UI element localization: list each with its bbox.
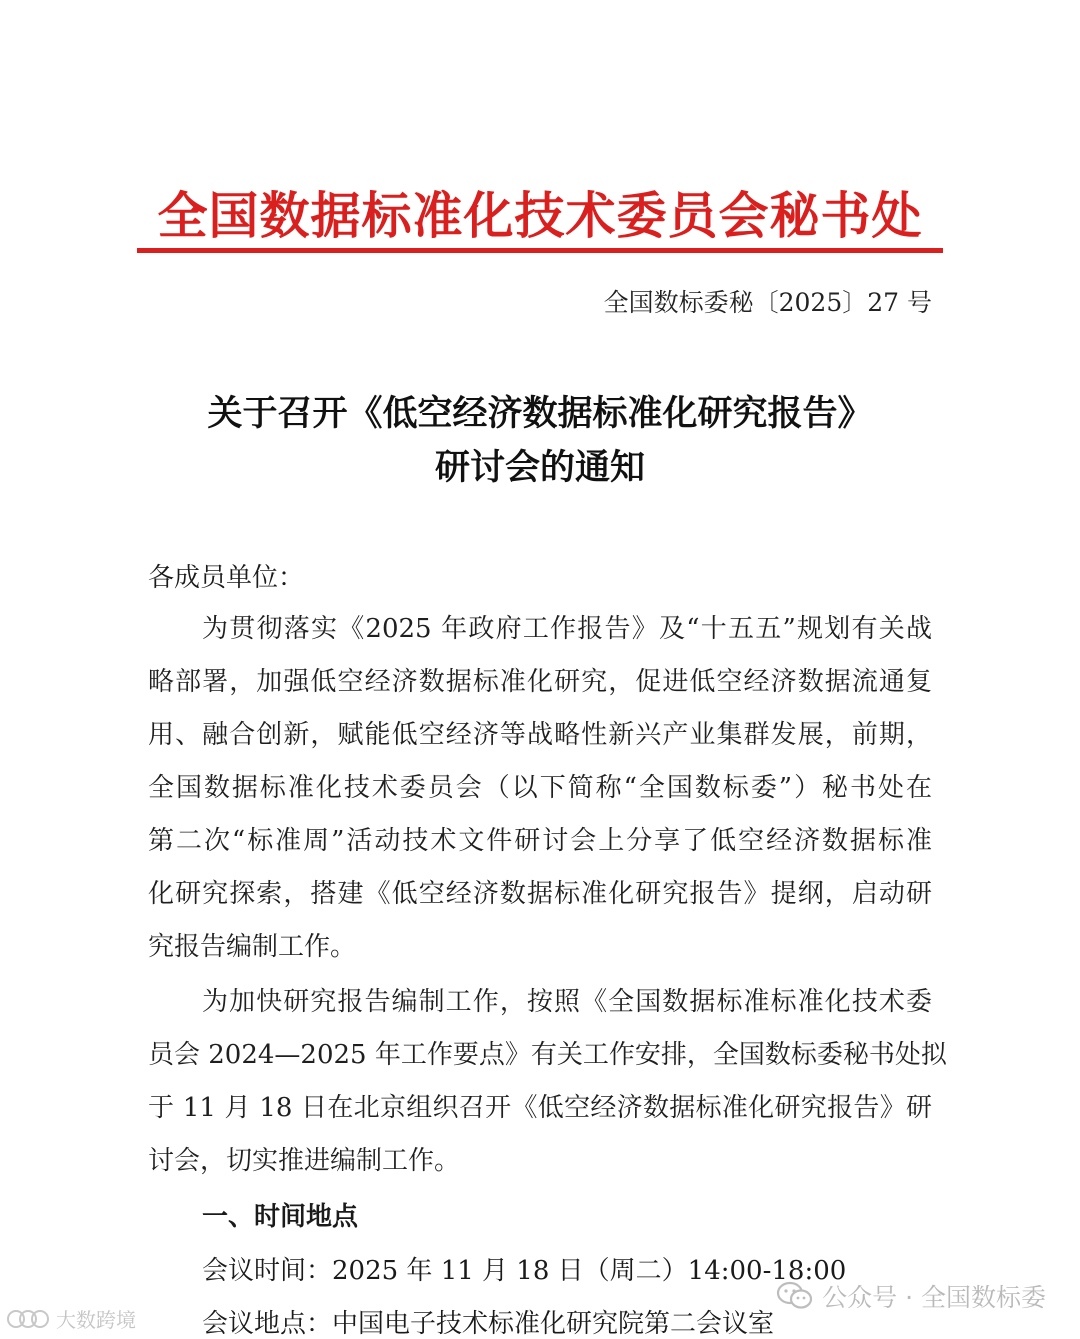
wechat-icon bbox=[776, 1281, 814, 1311]
org-header-title: 全国数据标准化技术委员会秘书处 bbox=[157, 187, 923, 245]
meeting-time: 会议时间：2025 年 11 月 18 日（周二）14:00-18:00 bbox=[202, 1256, 847, 1286]
brand-logo-icon bbox=[6, 1308, 50, 1330]
red-divider-rule bbox=[137, 248, 943, 253]
paragraph-1-line: 全国数据标准化技术委员会（以下简称“全国数标委”）秘书处在 bbox=[148, 773, 932, 803]
document-number: 全国数标委秘〔2025〕27 号 bbox=[603, 288, 932, 317]
paragraph-2-line: 为加快研究报告编制工作，按照《全国数据标准标准化技术委 bbox=[202, 987, 932, 1017]
paragraph-1-line: 化研究探索，搭建《低空经济数据标准化研究报告》提纲，启动研 bbox=[148, 879, 932, 909]
paragraph-1-line: 究报告编制工作。 bbox=[148, 932, 357, 962]
meeting-place: 会议地点：中国电子技术标准化研究院第二会议室 bbox=[202, 1309, 775, 1339]
brand-watermark-label: 大数跨境 bbox=[56, 1308, 136, 1332]
paragraph-2-line: 于 11 月 18 日在北京组织召开《低空经济数据标准化研究报告》研 bbox=[148, 1093, 932, 1123]
wechat-watermark bbox=[776, 1278, 1046, 1314]
paragraph-2-line: 员会 2024—2025 年工作要点》有关工作安排，全国数标委秘书处拟 bbox=[148, 1040, 947, 1070]
paragraph-1-line: 为贯彻落实《2025 年政府工作报告》及“十五五”规划有关战 bbox=[202, 614, 932, 644]
paragraph-1-line: 第二次“标准周”活动技术文件研讨会上分享了低空经济数据标准 bbox=[148, 826, 932, 856]
paragraph-1-line: 用、融合创新，赋能低空经济等战略性新兴产业集群发展，前期， bbox=[148, 720, 932, 750]
wechat-watermark-label: 公众号 · 全国数标委 bbox=[822, 1283, 1046, 1312]
notice-title-line-2: 研讨会的通知 bbox=[434, 447, 645, 488]
notice-title-line-1: 关于召开《低空经济数据标准化研究报告》 bbox=[207, 393, 873, 434]
paragraph-1-line: 略部署，加强低空经济数据标准化研究，促进低空经济数据流通复 bbox=[148, 667, 932, 697]
section-heading-time-place: 一、时间地点 bbox=[202, 1202, 359, 1232]
notice-title bbox=[0, 387, 1080, 495]
paragraph-2-line: 讨会，切实推进编制工作。 bbox=[148, 1146, 461, 1176]
brand-watermark bbox=[6, 1304, 136, 1333]
salutation: 各成员单位： bbox=[148, 563, 305, 593]
